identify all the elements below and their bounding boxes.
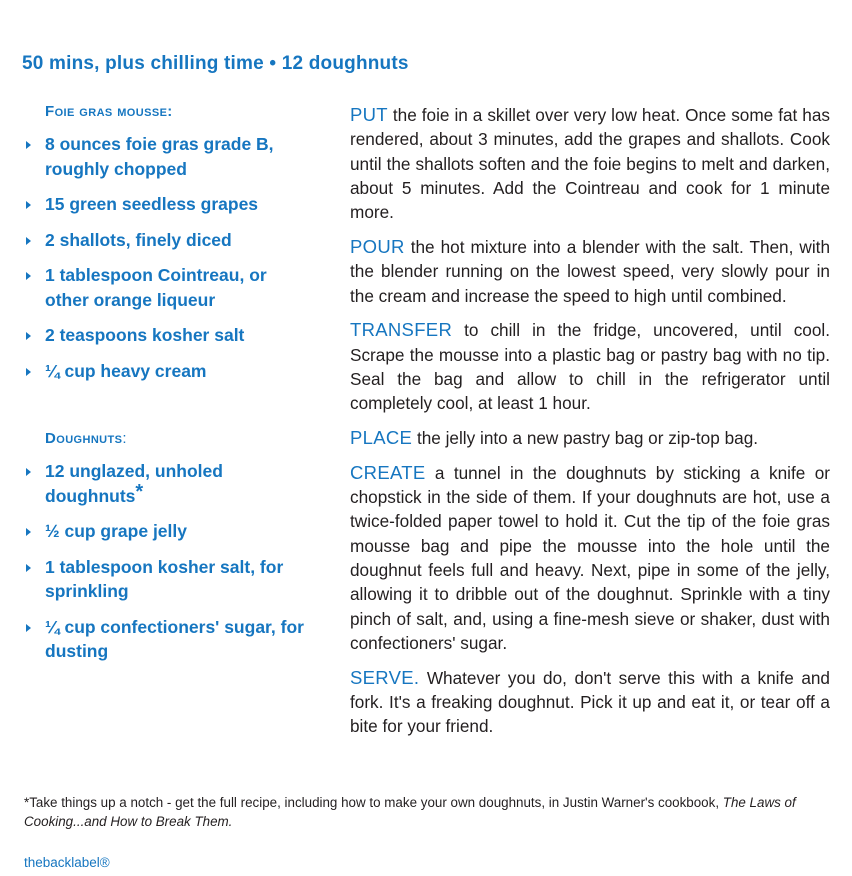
mousse-heading: Foie gras mousse: (45, 103, 173, 120)
mousse-ingredient-list (24, 132, 324, 383)
step-verb: PUT (350, 104, 388, 125)
heading-colon: : (122, 430, 127, 447)
triangle-bullet-icon (26, 528, 31, 536)
ingredient-text: ½ cup grape jelly (45, 521, 187, 541)
instructions-column (350, 103, 830, 749)
ingredient-text: 1 tablespoon Cointreau, or other orange liqueur (45, 265, 267, 310)
ingredient-text: ¼ cup confectioners' sugar, for dusting (45, 616, 304, 661)
doughnut-ingredient-list (24, 459, 324, 664)
triangle-bullet-icon (26, 332, 31, 340)
step-verb: TRANSFER (350, 319, 453, 341)
step-verb: POUR (350, 235, 405, 257)
list-item (24, 519, 314, 544)
ingredients-column (24, 103, 324, 675)
triangle-bullet-icon (26, 201, 31, 209)
list-item (24, 323, 314, 348)
ingredient-text: 15 green seedless grapes (45, 194, 259, 214)
triangle-bullet-icon (26, 237, 31, 245)
step-text: the jelly into a new pastry bag or zip-top bag. (412, 428, 759, 449)
triangle-bullet-icon (26, 272, 31, 280)
step-verb: SERVE. (350, 666, 420, 688)
ingredient-text: 12 unglazed, unholed doughnuts (45, 461, 223, 506)
list-item (24, 263, 314, 312)
list-item (24, 228, 314, 253)
list-item (24, 615, 314, 664)
step-serve (350, 666, 830, 739)
list-item (24, 555, 314, 604)
list-item (24, 192, 314, 217)
doughnuts-heading (45, 430, 324, 447)
step-text: a tunnel in the doughnuts by sticking a knife or chopstick in the side of them. If your doughnuts are hot, use a twice-folded paper towel to hold it. Cut the tip of the foie gras mousse bag and pipe the mousse into the hole until the doughnut feels full and heavy. Next, pipe in some of the jelly, allowing it to dribble out of the doughnut. Sprinkle with a tiny pinch of salt, and, using a fine-mesh sieve or shaker, dust with confectioners' sugar. (350, 462, 830, 653)
step-text: to chill in the fridge, uncovered, until cool. Scrape the mousse into a plastic bag or pastry bag with no tip. Seal the bag and allow to chill in the refrigerator until completely cool, at least 1 hour. (350, 320, 830, 414)
list-item (24, 359, 314, 384)
step-create (350, 461, 830, 655)
brand-logo-text: thebacklabel® (24, 855, 110, 870)
ingredient-text: ¼ cup heavy cream (45, 360, 207, 381)
yield-line: 50 mins, plus chilling time • 12 doughnuts (22, 53, 409, 74)
step-text: the hot mixture into a blender with the salt. Then, with the blender running on the lowest speed, very slowly pour in the cream and increase the speed to high until combined. (350, 236, 830, 306)
step-text: the foie in a skillet over very low heat. Once some fat has rendered, about 3 minutes, add the grapes and shallots. Cook until the shallots soften and the foie begins to melt and darken, about 5 minutes. Add the Cointreau and cook for 1 minute more. (350, 105, 830, 223)
triangle-bullet-icon (26, 368, 31, 376)
step-text: Whatever you do, don't serve this with a knife and fork. It's a freaking doughnut. Pick it up and eat it, or tear off a bite for your friend. (350, 667, 830, 737)
ingredient-text: 2 teaspoons kosher salt (45, 325, 245, 345)
footnote-text: *Take things up a notch - get the full recipe, including how to make your own doughnuts, in Justin Warner's cookbook, (24, 795, 723, 810)
ingredient-text: 1 tablespoon kosher salt, for sprinkling (45, 556, 284, 601)
step-put (350, 103, 830, 224)
ingredient-text: 8 ounces foie gras grade B, roughly chopped (45, 134, 274, 179)
list-item (24, 459, 314, 508)
triangle-bullet-icon (26, 564, 31, 572)
book-title: The Laws of Cooking...and How to Break Them. (24, 795, 796, 829)
step-transfer (350, 318, 830, 415)
triangle-bullet-icon (26, 141, 31, 149)
triangle-bullet-icon (26, 624, 31, 632)
list-item (24, 132, 314, 181)
triangle-bullet-icon (26, 468, 31, 476)
step-pour (350, 235, 830, 308)
step-place (350, 426, 830, 450)
footnote-asterisk: * (135, 480, 144, 503)
step-verb: CREATE (350, 461, 426, 483)
footnote (24, 793, 830, 831)
step-verb: PLACE (350, 427, 413, 449)
ingredient-text: 2 shallots, finely diced (45, 229, 232, 250)
doughnuts-heading-text: Doughnuts (45, 430, 123, 447)
